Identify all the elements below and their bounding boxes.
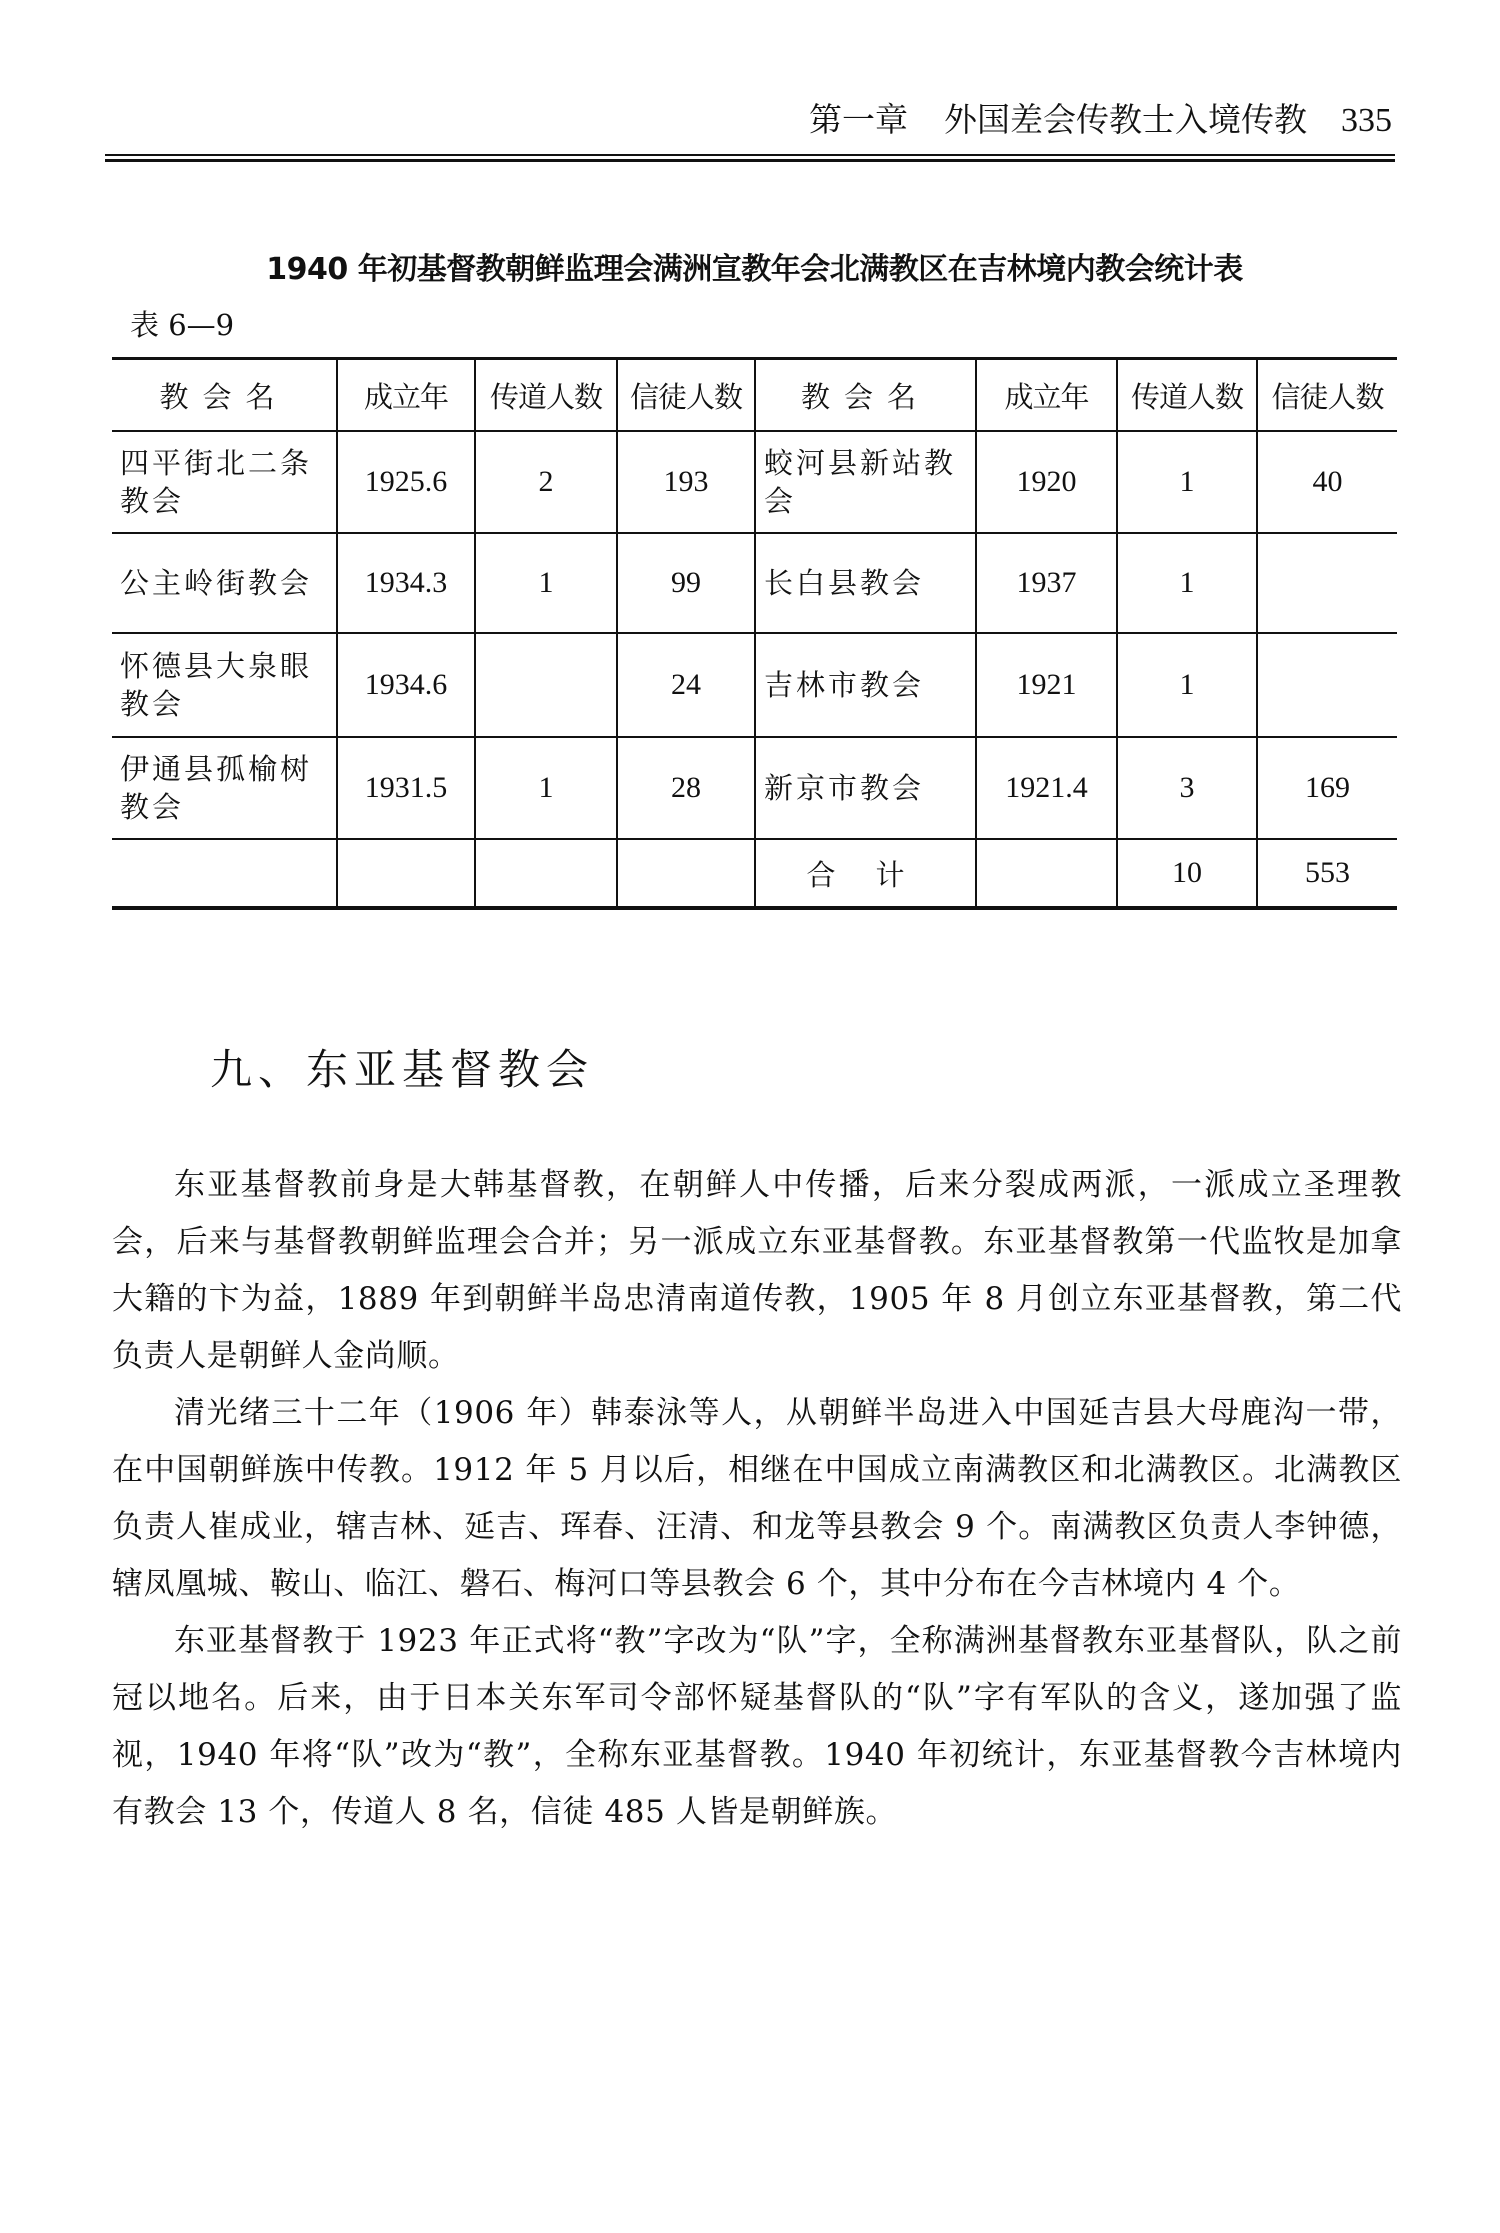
founded-cell: 1921.4 xyxy=(976,737,1117,839)
believers-cell: 24 xyxy=(617,633,755,737)
header-rule-thick xyxy=(105,159,1395,162)
empty-cell xyxy=(475,839,617,908)
believers-cell: 40 xyxy=(1257,431,1397,533)
paragraph: 东亚基督教于 1923 年正式将“教”字改为“队”字，全称满洲基督教东亚基督队，队之前冠以地名。后来，由于日本关东军司令部怀疑基督队的“队”字有军队的含义，遂加强了监视，1940 年将“队”改为“教”，全称东亚基督教。1940 年初统计，东亚基督教今吉林境内有教会 13 个，传道人 8 名，信徒 485 人皆是朝鲜族。 xyxy=(112,1623,1402,1830)
header-rule-thin xyxy=(105,154,1395,156)
empty-cell xyxy=(976,839,1117,908)
table-header-row xyxy=(112,359,1397,432)
believers-cell: 169 xyxy=(1257,737,1397,839)
running-head xyxy=(809,98,1392,143)
church-name-cell: 吉林市教会 xyxy=(755,633,976,737)
table-row xyxy=(112,431,1397,533)
page-number: 335 xyxy=(1341,102,1392,139)
church-name-cell: 蛟河县新站教会 xyxy=(755,431,976,533)
empty-cell xyxy=(617,839,755,908)
body-text xyxy=(112,1157,1402,1841)
believers-cell: 28 xyxy=(617,737,755,839)
total-label: 合计 xyxy=(755,839,976,908)
believers-cell: 99 xyxy=(617,533,755,633)
church-name-cell: 四平街北二条教会 xyxy=(112,431,337,533)
founded-cell: 1937 xyxy=(976,533,1117,633)
running-head-title: 外国差会传教士入境传教 xyxy=(944,100,1307,139)
believers-cell xyxy=(1257,533,1397,633)
founded-cell: 1921 xyxy=(976,633,1117,737)
church-name-cell: 长白县教会 xyxy=(755,533,976,633)
column-header: 传道人数 xyxy=(1117,359,1257,432)
table-number: 表 6—9 xyxy=(130,308,235,342)
church-name-cell: 公主岭街教会 xyxy=(112,533,337,633)
column-header: 信徒人数 xyxy=(1257,359,1397,432)
founded-cell: 1934.6 xyxy=(337,633,475,737)
preachers-cell: 3 xyxy=(1117,737,1257,839)
founded-cell: 1920 xyxy=(976,431,1117,533)
church-name-cell: 怀德县大泉眼教会 xyxy=(112,633,337,737)
founded-cell: 1934.3 xyxy=(337,533,475,633)
column-header: 教会名 xyxy=(112,359,337,432)
believers-cell xyxy=(1257,633,1397,737)
column-header: 教会名 xyxy=(755,359,976,432)
preachers-cell: 1 xyxy=(1117,633,1257,737)
church-name-cell: 伊通县孤榆树教会 xyxy=(112,737,337,839)
church-name-cell: 新京市教会 xyxy=(755,737,976,839)
table-title: 1940 年初基督教朝鲜监理会满洲宣教年会北满教区在吉林境内教会统计表 xyxy=(266,252,1243,287)
column-header: 信徒人数 xyxy=(617,359,755,432)
column-header: 成立年 xyxy=(976,359,1117,432)
founded-cell: 1925.6 xyxy=(337,431,475,533)
preachers-cell xyxy=(475,633,617,737)
empty-cell xyxy=(112,839,337,908)
running-head-chapter: 第一章 xyxy=(809,100,908,139)
table-row xyxy=(112,633,1397,737)
believers-cell: 193 xyxy=(617,431,755,533)
preachers-cell: 1 xyxy=(1117,533,1257,633)
paragraph: 东亚基督教前身是大韩基督教，在朝鲜人中传播，后来分裂成两派，一派成立圣理教会，后来与基督教朝鲜监理会合并；另一派成立东亚基督教。东亚基督教第一代监牧是加拿大籍的卞为益，1889 年到朝鲜半岛忠清南道传教，1905 年 8 月创立东亚基督教，第二代负责人是朝鲜人金尚顺。 xyxy=(112,1167,1402,1374)
preachers-cell: 1 xyxy=(475,533,617,633)
preachers-cell: 2 xyxy=(475,431,617,533)
total-believers: 553 xyxy=(1257,839,1397,908)
founded-cell: 1931.5 xyxy=(337,737,475,839)
preachers-cell: 1 xyxy=(1117,431,1257,533)
table-row xyxy=(112,533,1397,633)
column-header: 传道人数 xyxy=(475,359,617,432)
paragraph: 清光绪三十二年（1906 年）韩泰泳等人，从朝鲜半岛进入中国延吉县大母鹿沟一带，在中国朝鲜族中传教。1912 年 5 月以后，相继在中国成立南满教区和北满教区。北满教区负责人崔成业，辖吉林、延吉、珲春、汪清、和龙等县教会 9 个。南满教区负责人李钟德，辖凤凰城、鞍山、临江、磐石、梅河口等县教会 6 个，其中分布在今吉林境内 4 个。 xyxy=(112,1395,1402,1602)
table-row xyxy=(112,737,1397,839)
empty-cell xyxy=(337,839,475,908)
column-header: 成立年 xyxy=(337,359,475,432)
preachers-cell: 1 xyxy=(475,737,617,839)
table-total-row xyxy=(112,839,1397,908)
section-heading: 九、东亚基督教会 xyxy=(210,1045,595,1094)
total-preachers: 10 xyxy=(1117,839,1257,908)
church-statistics-table xyxy=(112,357,1397,910)
